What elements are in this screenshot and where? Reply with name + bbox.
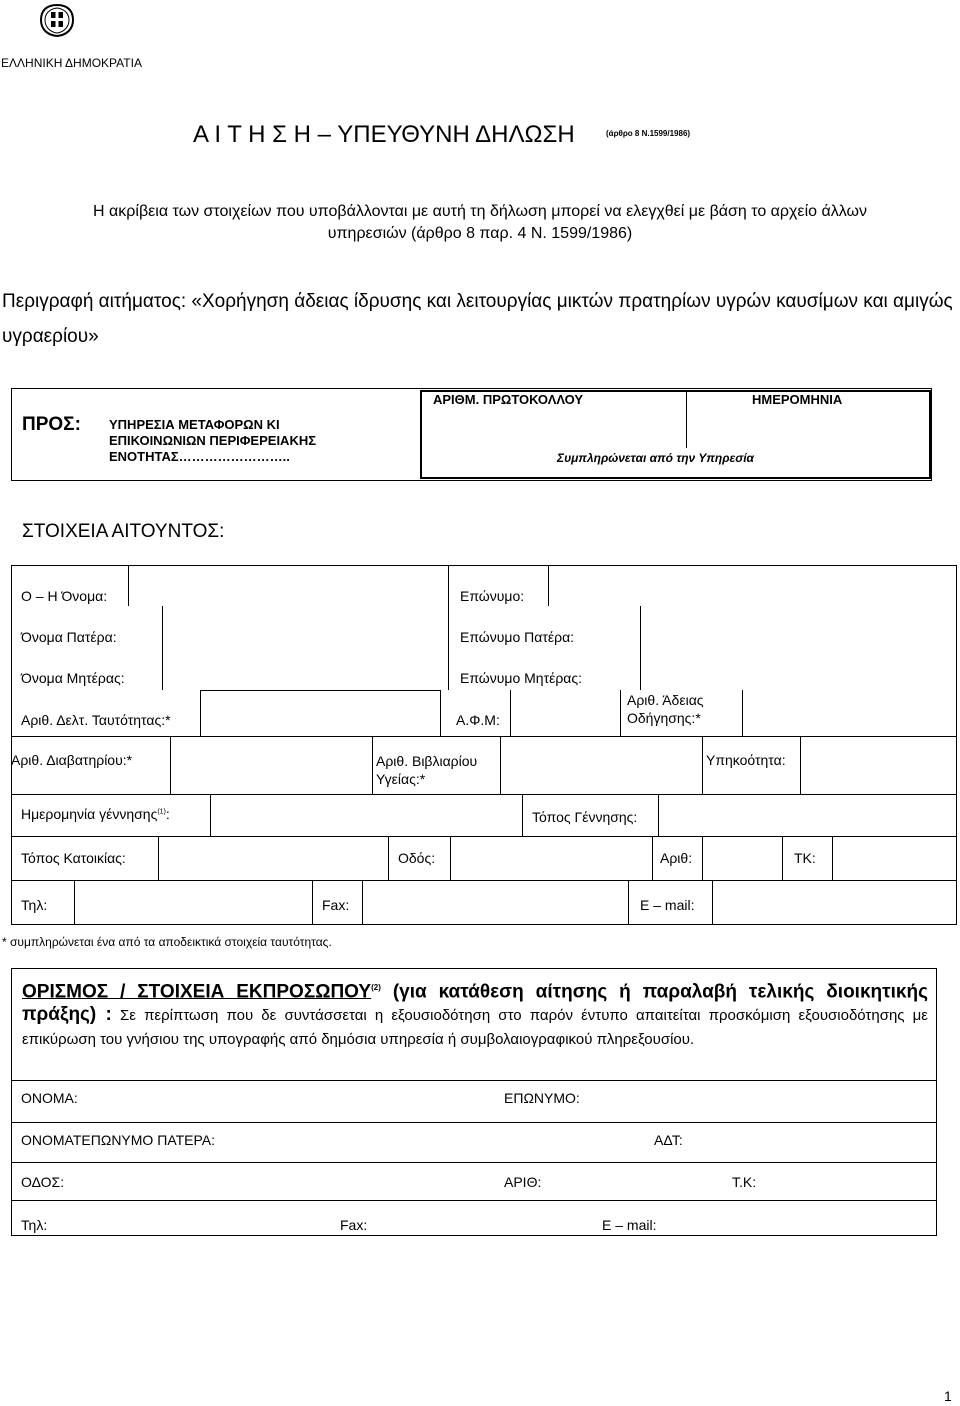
driving-license-label <box>627 691 704 727</box>
col-divider <box>128 566 129 606</box>
applicant-form <box>11 565 957 925</box>
col-divider <box>652 836 653 880</box>
email-label: Ε – mail: <box>640 897 695 913</box>
col-divider <box>658 794 659 836</box>
rep-number-label: ΑΡΙΘ: <box>504 1174 542 1190</box>
row-divider <box>12 880 956 881</box>
col-divider <box>832 836 833 880</box>
health-book-label <box>376 752 477 788</box>
col-divider <box>782 836 783 880</box>
driving-license-line2: Οδήγησης:* <box>627 710 701 726</box>
protocol-number-label: ΑΡΙΘΜ. ΠΡΩΤΟΚΟΛΛΟΥ <box>433 392 584 407</box>
col-divider <box>450 836 451 880</box>
health-book-line1: Αριθ. Βιβλιαρίου <box>376 753 478 769</box>
id-number-label: Αριθ. Δελτ. Ταυτότητας:* <box>21 712 171 728</box>
row-divider <box>12 1162 936 1163</box>
rep-id-label: ΑΔΤ: <box>654 1132 683 1148</box>
rep-postcode-label: Τ.Κ: <box>732 1174 757 1190</box>
passport-label: Αριθ. Διαβατηρίου:* <box>11 752 133 768</box>
col-divider <box>440 690 441 736</box>
birth-date-colon: : <box>165 806 170 822</box>
fax-label: Fax: <box>322 897 350 913</box>
recipient-service-line2: ΕΠΙΚΟΙΝΩΝΙΩΝ ΠΕΡΙΦΕΡΕΙΑΚΗΣ <box>109 433 317 448</box>
row-divider <box>200 690 440 691</box>
col-divider <box>712 880 713 924</box>
col-divider <box>702 836 703 880</box>
row-divider <box>12 1080 936 1081</box>
mother-surname-label: Επώνυμο Μητέρας: <box>460 670 583 686</box>
page-number: 1 <box>944 1388 952 1404</box>
col-divider <box>620 690 621 736</box>
postcode-label: ΤΚ: <box>794 850 816 866</box>
col-divider <box>510 690 511 736</box>
health-book-line2: Υγείας:* <box>376 771 426 787</box>
col-divider <box>702 736 703 794</box>
first-name-label: Ο – Η Όνομα: <box>21 588 108 604</box>
rep-phone-label: Τηλ: <box>21 1217 48 1233</box>
accuracy-notice-line1: Η ακρίβεια των στοιχείων που υποβάλλονται με αυτή τη δήλωση μπορεί να ελεγχθεί με βάση το αρχείο άλλων <box>93 203 867 220</box>
col-divider <box>800 736 801 794</box>
col-divider <box>628 880 629 924</box>
representative-heading <box>22 976 928 1051</box>
col-divider <box>158 836 159 880</box>
recipient-service <box>109 417 389 465</box>
recipient-label: ΠΡΟΣ: <box>22 414 81 435</box>
date-label: ΗΜΕΡΟΜΗΝΙΑ <box>752 392 843 407</box>
rep-surname-label: ΕΠΩΝΥΜΟ: <box>504 1090 580 1106</box>
col-divider <box>162 606 163 690</box>
rep-email-label: Ε – mail: <box>602 1217 657 1233</box>
accuracy-notice-line2: υπηρεσιών (άρθρο 8 παρ. 4 Ν. 1599/1986) <box>327 225 633 242</box>
col-divider <box>74 880 75 924</box>
recipient-service-line1: ΥΠΗΡΕΣΙΑ ΜΕΤΑΦΟΡΩΝ ΚΙ <box>109 417 280 432</box>
rep-name-label: ΟΝΟΜΑ: <box>21 1090 78 1106</box>
col-divider <box>362 880 363 924</box>
row-divider <box>12 794 956 795</box>
col-divider <box>388 836 389 880</box>
driving-license-line1: Αριθ. Άδειας <box>627 692 704 708</box>
tax-number-label: Α.Φ.Μ: <box>456 712 500 728</box>
birth-place-label: Τόπος Γέννησης: <box>532 809 638 825</box>
id-footnote: * συμπληρώνεται ένα από τα αποδεικτικά στοιχεία ταυτότητας. <box>2 935 332 949</box>
recipient-service-line3: ΕΝΟΤΗΤΑΣ…………………….. <box>109 449 290 464</box>
residence-label: Τόπος Κατοικίας: <box>21 850 126 866</box>
father-surname-label: Επώνυμο Πατέρα: <box>460 629 575 645</box>
rep-fax-label: Fax: <box>340 1217 368 1233</box>
service-fill-note: Συμπληρώνεται από την Υπηρεσία <box>557 451 754 465</box>
citizenship-label: Υπηκοότητα: <box>706 752 786 768</box>
representative-note: Σε περίπτωση που δε συντάσσεται η εξουσιοδότηση στο παρόν έντυπο απαιτείται προσκόμιση εξουσιοδότησης με επικύρωση του γνήσιου της υπογραφής από δημόσια υπηρεσία ή συμβολαιογραφικού πληρεξουσίου. <box>22 1007 928 1049</box>
col-divider <box>372 736 373 794</box>
applicant-section-title: ΣΤΟΙΧΕΙΑ ΑΙΤΟΥΝΤΟΣ: <box>22 521 225 542</box>
col-divider <box>448 566 449 690</box>
street-label: Οδός: <box>398 850 436 866</box>
col-divider <box>170 736 171 794</box>
row-divider <box>12 1122 936 1123</box>
col-divider <box>640 606 641 690</box>
birth-date-label <box>21 806 170 822</box>
protocol-divider <box>686 390 687 448</box>
street-number-label: Αριθ: <box>660 850 693 866</box>
mother-name-label: Όνομα Μητέρας: <box>21 670 125 686</box>
request-description: Περιγραφή αιτήματος: «Χορήγηση άδειας ίδρυσης και λειτουργίας μικτών πρατηρίων υγρών καυσίμων και αμιγώς υγραερίου» <box>2 291 953 347</box>
representative-heading-ref: (2) <box>371 983 381 992</box>
row-divider <box>12 1200 936 1201</box>
accuracy-notice <box>0 201 960 245</box>
col-divider <box>500 736 501 794</box>
birth-date-text: Ημερομηνία γέννησης <box>21 806 158 822</box>
title-law-reference: (άρθρο 8 Ν.1599/1986) <box>606 129 691 138</box>
surname-label: Επώνυμο: <box>460 588 525 604</box>
col-divider <box>548 566 549 606</box>
col-divider <box>210 794 211 836</box>
col-divider <box>742 690 743 736</box>
representative-heading-rest: (για κατάθεση αίτησης ή παραλαβή τελικής διοικητικής πράξης) : <box>22 981 929 1026</box>
phone-label: Τηλ: <box>21 897 48 913</box>
birth-date-ref: (1) <box>157 808 166 816</box>
row-divider <box>12 836 956 837</box>
row-divider <box>12 736 956 737</box>
coat-of-arms-icon <box>37 2 77 38</box>
col-divider <box>312 880 313 924</box>
representative-heading-title: ΟΡΙΣΜΟΣ / ΣΤΟΙΧΕΙΑ ΕΚΠΡΟΣΩΠΟΥ <box>22 981 372 1003</box>
rep-street-label: ΟΔΟΣ: <box>21 1174 65 1190</box>
father-name-label: Όνομα Πατέρα: <box>21 629 117 645</box>
republic-label: ΕΛΛΗΝΙΚΗ ΔΗΜΟΚΡΑΤΙΑ <box>1 56 142 70</box>
page-title: Α Ι Τ Η Σ Η – ΥΠΕΥΘΥΝΗ ΔΗΛΩΣΗ <box>193 121 575 148</box>
col-divider <box>522 794 523 836</box>
rep-father-name-label: ΟΝΟΜΑΤΕΠΩΝΥΜΟ ΠΑΤΕΡΑ: <box>21 1132 216 1148</box>
col-divider <box>200 690 201 736</box>
